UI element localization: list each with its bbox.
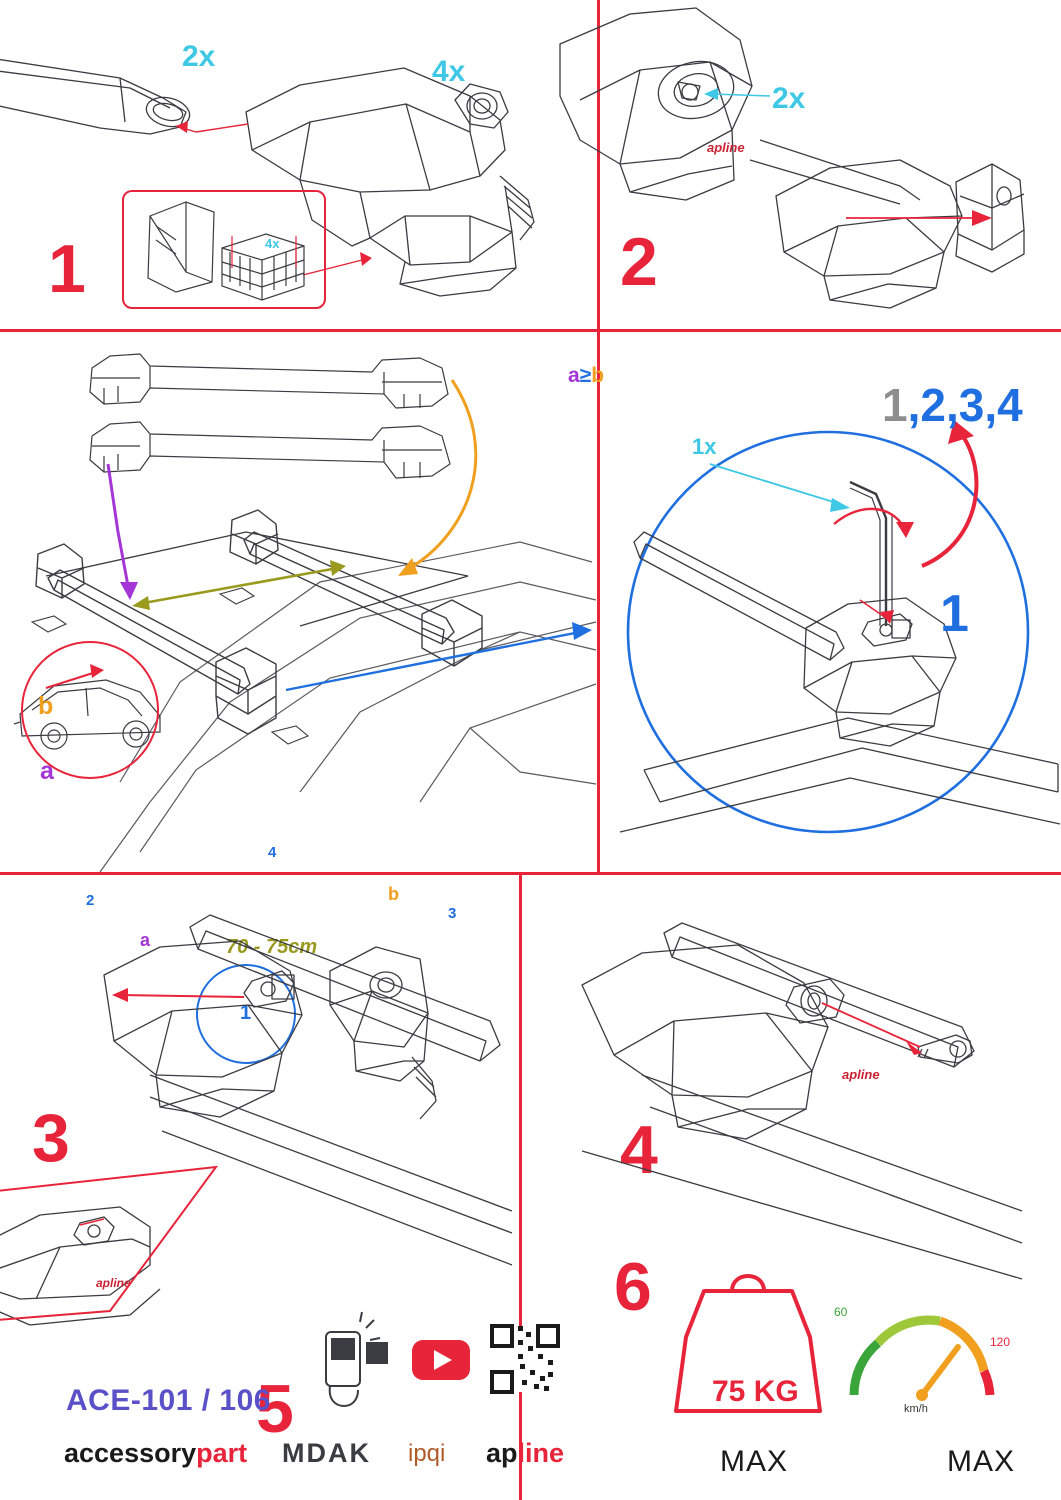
qr-code-icon bbox=[492, 1326, 558, 1392]
brand-mdak-part1: MD bbox=[282, 1438, 328, 1468]
step-3-mark-4: 4 bbox=[268, 844, 277, 861]
step-4-sequence bbox=[882, 378, 1023, 432]
max-weight-value: 75 KG bbox=[712, 1375, 799, 1408]
step-3-label-a-arrow: a bbox=[140, 930, 151, 950]
brand-apline-part2: line bbox=[517, 1438, 565, 1468]
step-3-illustration bbox=[0, 332, 597, 872]
svg-text:apline: apline bbox=[707, 140, 745, 155]
step-3-label-b-top: b bbox=[38, 692, 54, 720]
step-5-number: 5 bbox=[256, 1371, 292, 1447]
step-3-label-b-arrow: b bbox=[388, 884, 399, 904]
step-3-mark-3: 3 bbox=[448, 905, 457, 922]
step-1-detail-box bbox=[122, 190, 326, 309]
sequence-first: 1 bbox=[882, 379, 908, 431]
youtube-icon bbox=[412, 1340, 470, 1380]
footer-icons bbox=[0, 1370, 600, 1500]
brand-mdak-part2: AK bbox=[328, 1438, 371, 1468]
step-3-label-a-left: a bbox=[40, 757, 54, 785]
step-1-panel bbox=[0, 0, 597, 329]
step-4-number-1: 1 bbox=[940, 585, 969, 643]
model-code: ACE-101 / 106 bbox=[66, 1384, 271, 1417]
gauge-max-label: 120 bbox=[990, 1335, 1011, 1349]
label-ge: ≥ bbox=[579, 364, 592, 387]
brand-apline-part1: ap bbox=[486, 1438, 518, 1468]
label-b: b bbox=[591, 364, 605, 387]
step-2-number: 2 bbox=[620, 224, 656, 300]
step-4-qty-1x: 1x bbox=[692, 434, 717, 459]
step-3-distance-label: 70 - 75cm bbox=[226, 936, 318, 958]
brand-ipqi-part1: ipqi bbox=[408, 1440, 446, 1467]
svg-text:apline: apline bbox=[96, 1276, 131, 1290]
step-3-mark-2: 2 bbox=[86, 892, 95, 909]
svg-text:apline: apline bbox=[842, 1067, 880, 1082]
step-4-number: 4 bbox=[620, 1112, 656, 1188]
step-2-illustration bbox=[600, 0, 1061, 329]
step-1-qty-2x: 2x bbox=[182, 40, 216, 73]
step-2-qty-2x: 2x bbox=[772, 82, 806, 115]
svg-text:4x: 4x bbox=[265, 236, 280, 251]
step-3-number: 3 bbox=[32, 1100, 68, 1176]
brand-accessory-part1: accessory bbox=[64, 1438, 197, 1468]
step-3-mark-1: 1 bbox=[240, 1002, 252, 1024]
step-1-qty-4x: 4x bbox=[432, 55, 466, 88]
step-1-number: 1 bbox=[48, 231, 84, 307]
max-speed-label: MAX bbox=[947, 1445, 1016, 1478]
max-weight-label: MAX bbox=[720, 1445, 789, 1478]
brand-accessory-part2: part bbox=[196, 1438, 248, 1468]
gauge-min-label: 60 bbox=[834, 1305, 848, 1319]
step-2-panel bbox=[600, 0, 1061, 329]
step-4-label-a-ge-b bbox=[568, 364, 604, 388]
step-6-panel bbox=[522, 875, 1061, 1500]
speed-unit-label: km/h bbox=[904, 1403, 928, 1415]
step-6-number: 6 bbox=[614, 1249, 650, 1325]
step-3-panel bbox=[0, 332, 597, 1176]
sequence-rest: ,2,3,4 bbox=[907, 379, 1023, 431]
footer bbox=[0, 1370, 600, 1500]
label-a: a bbox=[568, 364, 580, 387]
